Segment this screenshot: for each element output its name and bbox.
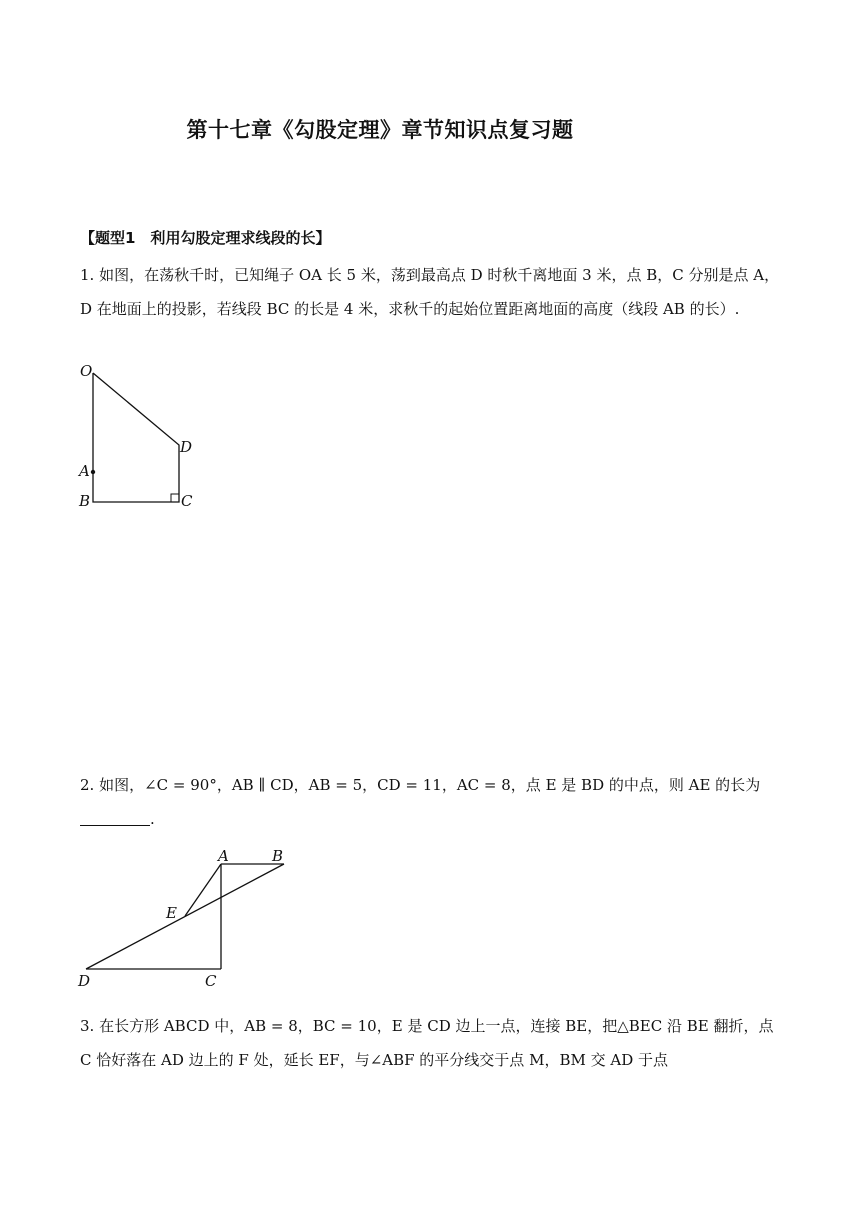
label-b: B [272,847,284,865]
label-e: E [166,904,177,922]
question-2-text [80,768,780,836]
label-c: C [181,492,193,510]
label-a: A [218,847,229,865]
question-3-text: 3. 在长方形 ABCD 中，AB = 8，BC = 10，E 是 CD 边上一点，连接 BE，把△BEC 沿 BE 翻折，点 C 恰好落在 AD 边上的 F 处，延长 EF，与∠ABF 的平分线交于点 M，BM 交 AD 于点 [80,1017,774,1069]
page-title: 第十七章《勾股定理》章节知识点复习题 [186,118,574,142]
question-2-stem: 2. 如图，∠C = 90°，AB ∥ CD，AB = 5，CD = 11，AC = 8，点 E 是 BD 的中点，则 AE 的长为 [80,776,761,794]
label-b: B [79,492,91,510]
section-heading: 【题型1 利用勾股定理求线段的长】 [80,229,331,247]
segment-bd [86,864,284,969]
question-2-figure [74,842,314,992]
right-angle-mark [171,494,179,502]
question-1-figure [74,360,194,510]
question-1-text: 1. 如图，在荡秋千时，已知绳子 OA 长 5 米，荡到最高点 D 时秋千离地面 3 米，点 B，C 分别是点 A，D 在地面上的投影，若线段 BC 的长是 4 米，求秋千的起始位置距离地面的高度（线段 AB 的长）. [80,266,780,318]
label-d: D [180,438,193,456]
point-a-dot [91,470,95,474]
label-o: O [80,362,93,380]
question-2-end: . [150,810,155,828]
answer-blank[interactable] [80,809,150,826]
rope-and-frame [93,373,179,502]
label-d: D [78,972,91,990]
label-a: A [79,462,90,480]
label-c: C [205,972,217,990]
segment-ae [185,864,221,916]
